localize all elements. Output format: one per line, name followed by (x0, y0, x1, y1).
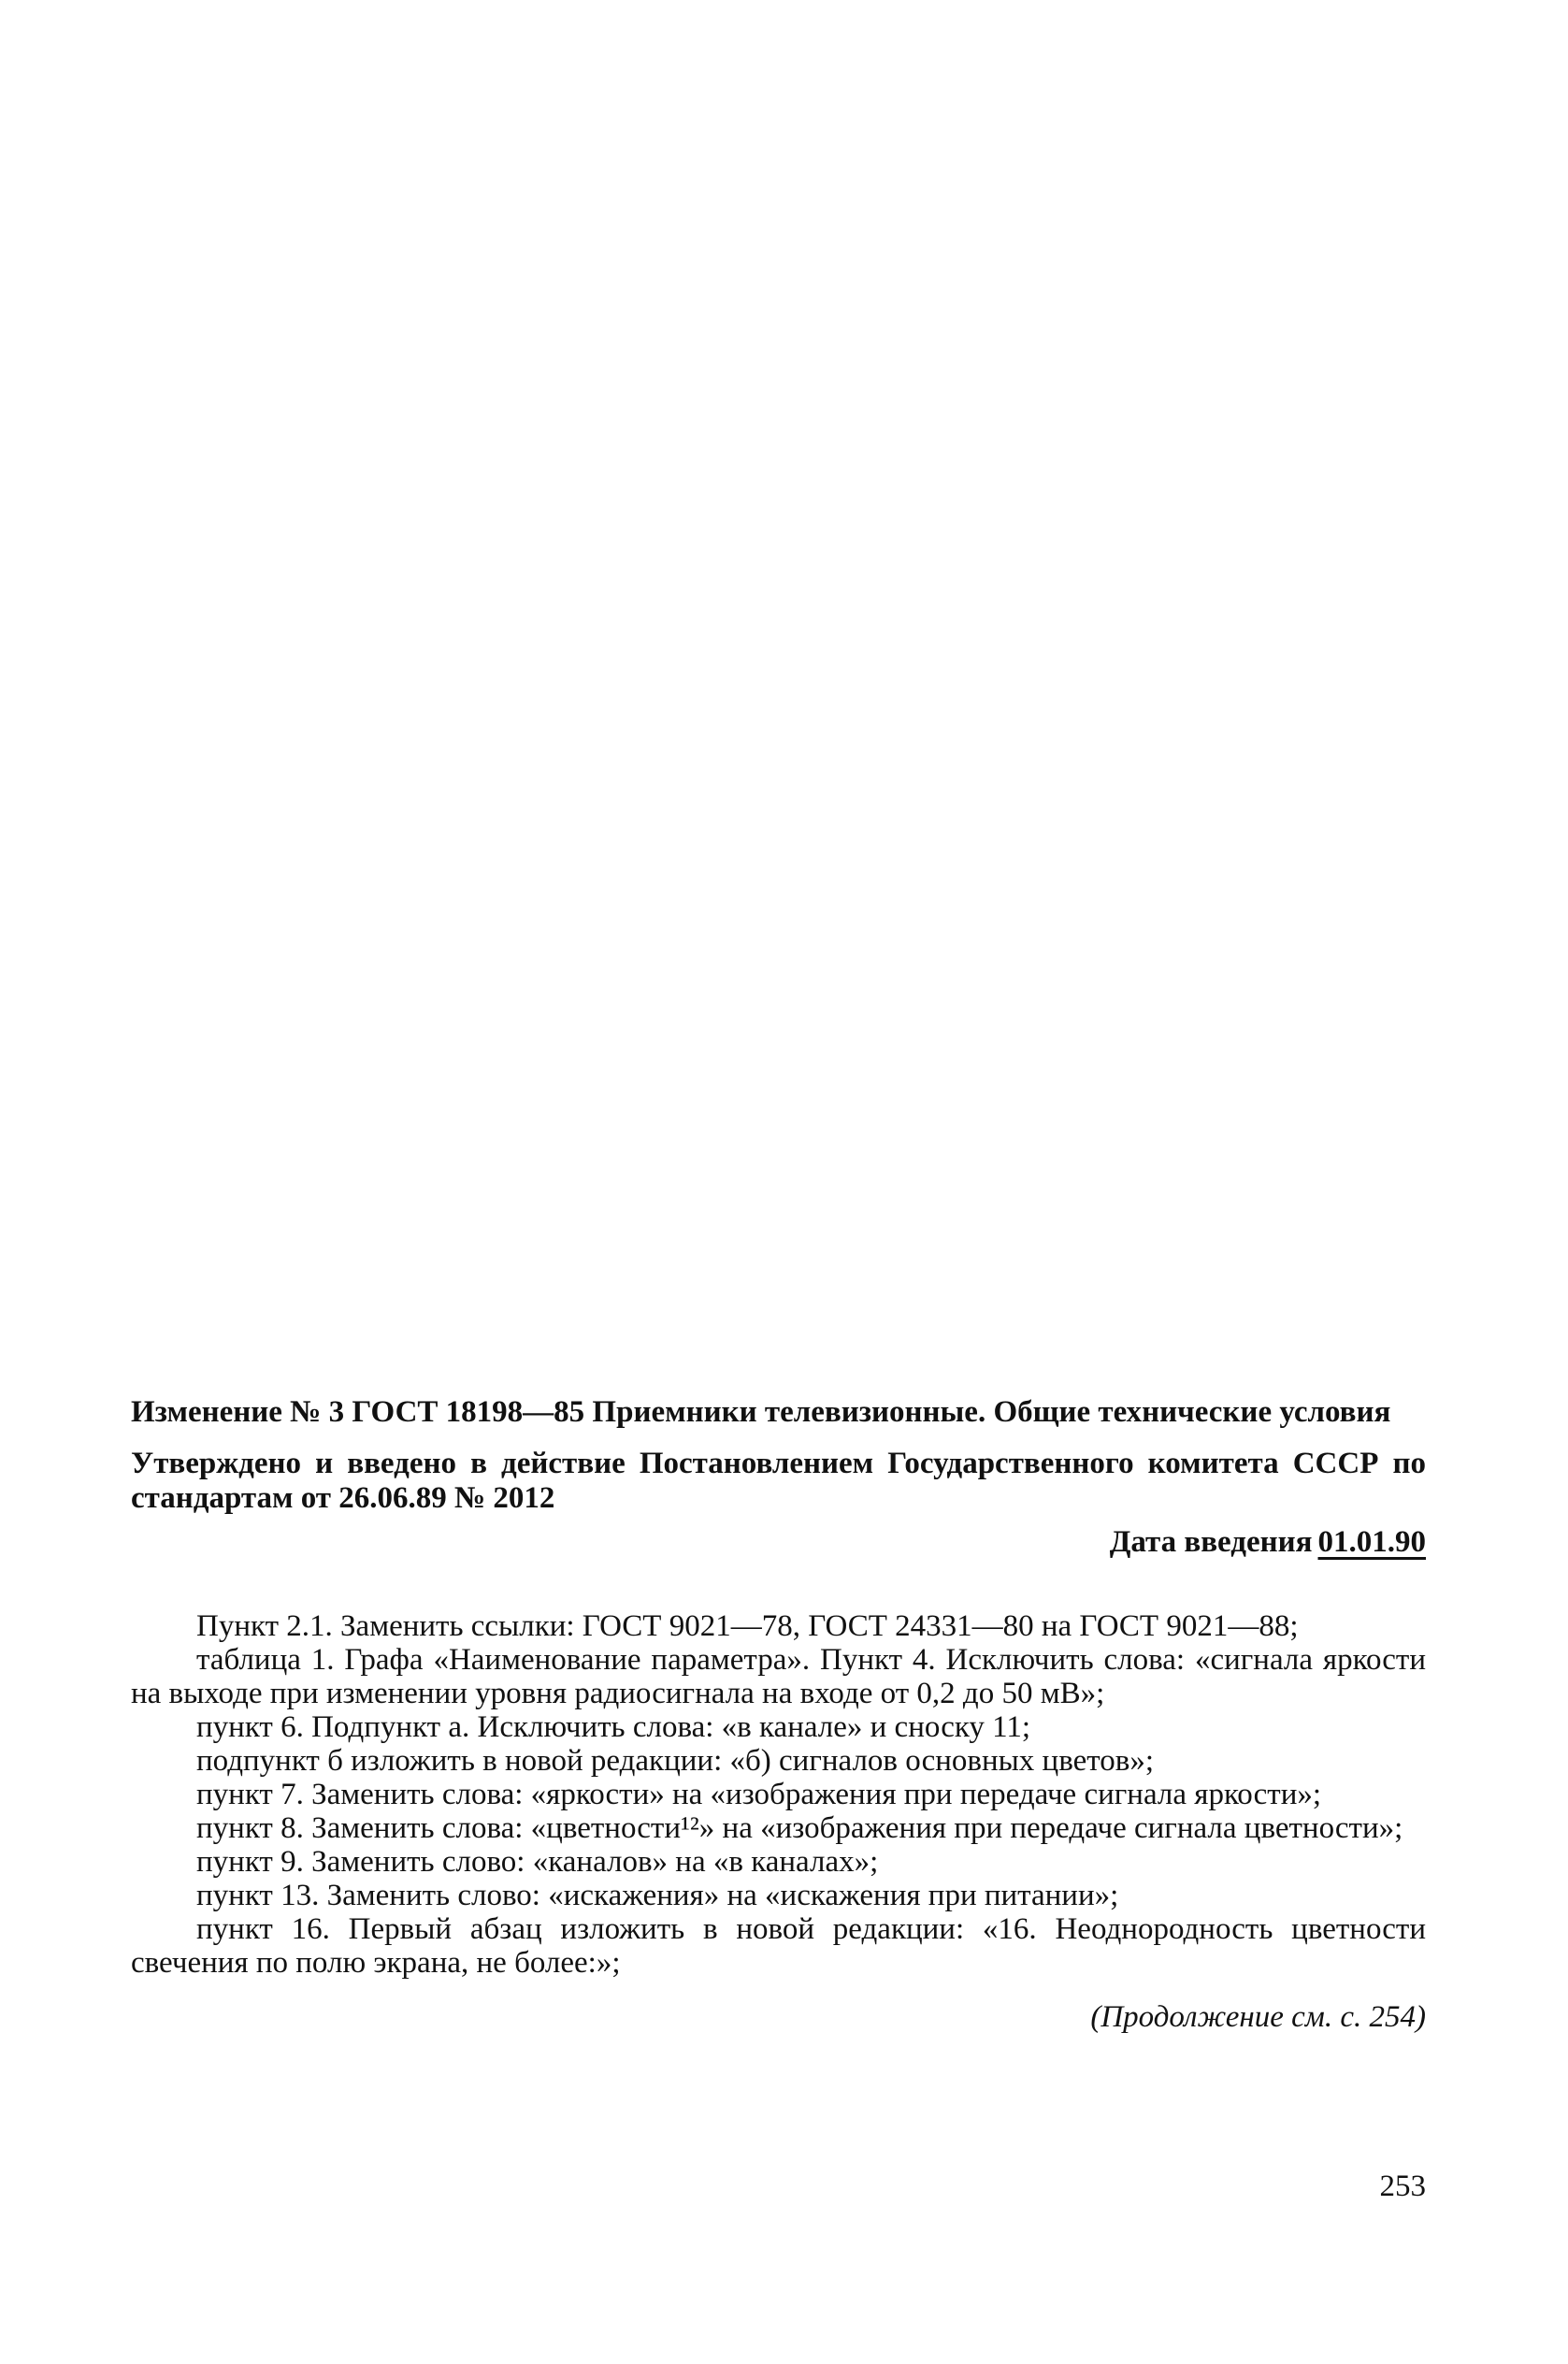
amendment-paragraph: пункт 6. Подпункт а. Исключить слова: «в канале» и сноску 11; (196, 1710, 1031, 1744)
amendment-paragraph: пункт 16. Первый абзац изложить в новой редакции: «16. Неоднородность цветности свечения по полю экрана, не более:»; (131, 1912, 1426, 1980)
amendment-paragraph: подпункт б изложить в новой редакции: «б) сигналов основных цветов»; (196, 1744, 1154, 1778)
amendment-paragraph: пункт 9. Заменить слово: «каналов» на «в каналах»; (196, 1845, 879, 1879)
effective-date (131, 1523, 1426, 1561)
amendment-paragraph: пункт 13. Заменить слово: «искажения» на «искажения при питании»; (196, 1879, 1119, 1912)
amendment-body (131, 1609, 1426, 1980)
heading-spacer (131, 1430, 1426, 1447)
document-content (131, 1395, 1426, 2036)
effective-date-label: Дата введения (1109, 1525, 1313, 1559)
page-number: 253 (1379, 2169, 1426, 2203)
approval-statement: Утверждено и введено в действие Постановлением Государственного комитета СССР по стандартам от 26.06.89 № 2012 (131, 1447, 1426, 1515)
amendment-paragraph: пункт 7. Заменить слова: «яркости» на «изображения при передаче сигнала яркости»; (196, 1778, 1322, 1811)
amendment-title: Изменение № 3 ГОСТ 18198—85 Приемники телевизионные. Общие технические условия (131, 1395, 1391, 1429)
continuation-note: (Продолжение см. с. 254) (1090, 2000, 1426, 2034)
effective-date-value: 01.01.90 (1317, 1525, 1426, 1559)
amendment-paragraph: пункт 8. Заменить слова: «цветности¹²» на «изображения при передаче сигнала цветности»; (196, 1811, 1403, 1845)
amendment-paragraph: Пункт 2.1. Заменить ссылки: ГОСТ 9021—78, ГОСТ 24331—80 на ГОСТ 9021—88; (196, 1609, 1299, 1643)
amendment-paragraph: таблица 1. Графа «Наименование параметра». Пункт 4. Исключить слова: «сигнала яркости на выходе при изменении уровня радиосигнала на входе от 0,2 до 50 мВ»; (131, 1643, 1426, 1710)
